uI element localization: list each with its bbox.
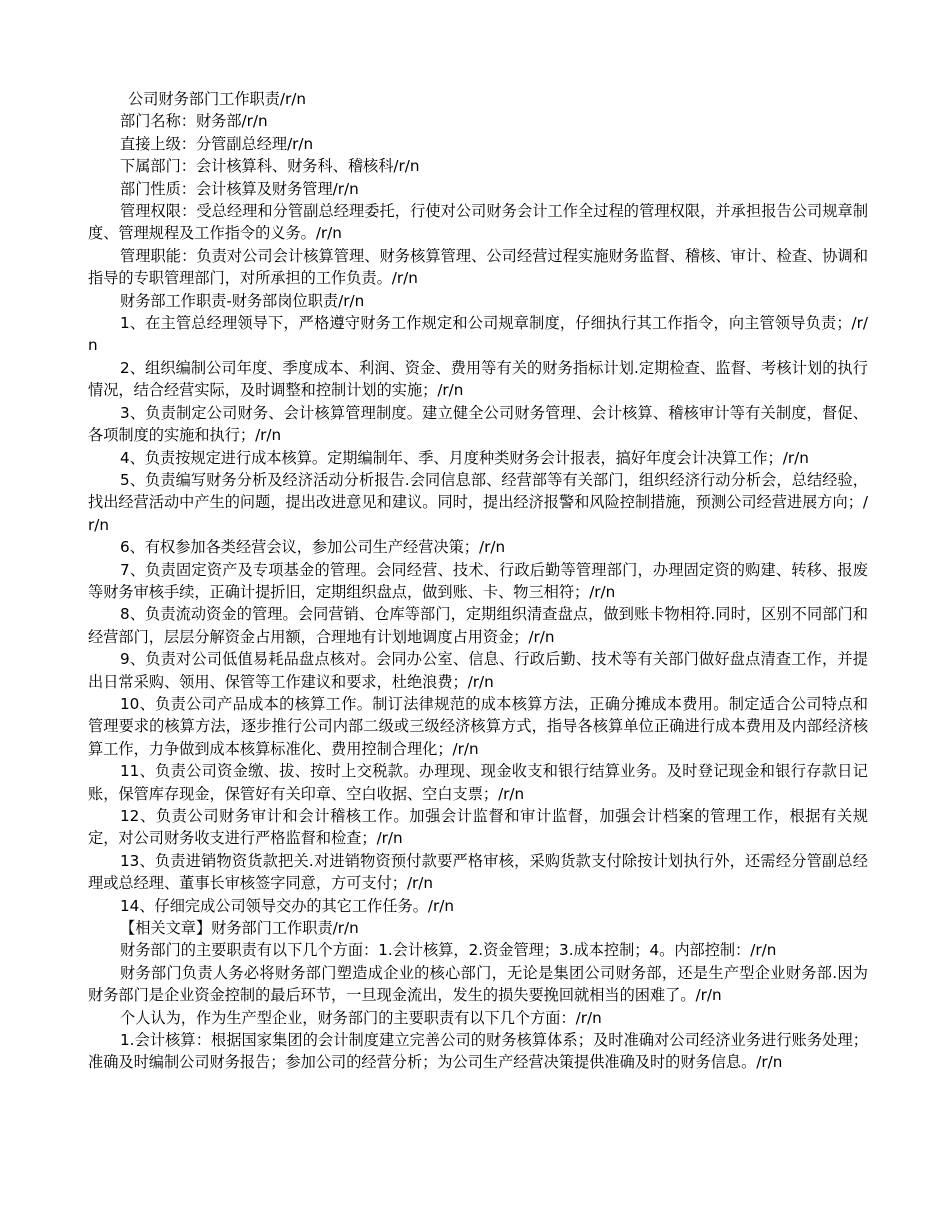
duty-item-2: 2、组织编制公司年度、季度成本、利润、资金、费用等有关的财务指标计划.定期检查、监督、考核计划的执行情况，结合经营实际，及时调整和控制计划的实施；/r/n — [88, 358, 868, 400]
duty-item-7: 7、负责固定资产及专项基金的管理。会同经营、技术、行政后勤等管理部门，办理固定资的购建、转移、报废等财务审核手续，正确计提折旧，定期组织盘点，做到账、卡、物三相符；/r/n — [88, 560, 868, 601]
management-authority-paragraph: 管理权限：受总经理和分管副总经理委托，行使对公司财务会计工作全过程的管理权限，并承担报告公司规章制度、管理规程及工作指令的义务。/r/n — [88, 202, 868, 243]
duty-item-10: 10、负责公司产品成本的核算工作。制订法律规范的成本核算方法，正确分摊成本费用。制定适合公司特点和管理要求的核算方法，逐步推行公司内部二级或三级经济核算方式，指导各核算单位正确进行成本费用及内部经济核算工作，力争做到成本核算标准化、费用控制合理化；/r/n — [88, 694, 868, 758]
duty-item-13: 13、负责进销物资货款把关.对进销物资预付款要严格审核，采购货款支付除按计划执行外，还需经分管副总经理或总经理、董事长审核签字同意，方可支付；/r/n — [88, 851, 868, 893]
duty-item-9: 9、负责对公司低值易耗品盘点核对。会同办公室、信息、行政后勤、技术等有关部门做好盘点清查工作，并提出日常采购、领用、保管等工作建议和要求，杜绝浪费；/r/n — [88, 650, 868, 691]
duty-item-4: 4、负责按规定进行成本核算。定期编制年、季、月度种类财务会计报表，搞好年度会计决算工作；/r/n — [120, 448, 809, 467]
accounting-item-paragraph: 1.会计核算：根据国家集团的会计制度建立完善公司的财务核算体系；及时准确对公司经济业务进行账务处理；准确及时编制公司财务报告；参加公司的经营分析；为公司生产经营决策提供准确及时的财务信息。/r/n — [88, 1031, 868, 1072]
personal-opinion-line: 个人认为，作为生产型企业，财务部门的主要职责有以下几个方面：/r/n — [120, 1008, 602, 1027]
document-title: 公司财务部门工作职责/r/n — [128, 90, 306, 108]
duty-item-14: 14、仔细完成公司领导交办的其它工作任务。/r/n — [120, 896, 454, 915]
direct-superior-line: 直接上级：分管副总经理/r/n — [120, 134, 314, 153]
subordinate-departments-line: 下属部门：会计核算科、财务科、稽核科/r/n — [120, 157, 420, 176]
department-name-line: 部门名称：财务部/r/n — [120, 112, 268, 131]
duty-item-6: 6、有权参加各类经营会议，参加公司生产经营决策；/r/n — [120, 538, 506, 557]
duty-item-3: 3、负责制定公司财务、会计核算管理制度。建立健全公司财务管理、会计核算、稽核审计等有关制度，督促、各项制度的实施和执行；/r/n — [88, 403, 868, 445]
management-function-paragraph: 管理职能：负责对公司会计核算管理、财务核算管理、公司经营过程实施财务监督、稽核、审计、检查、协调和指导的专职管理部门，对所承担的工作负责。/r/n — [88, 246, 868, 288]
duty-item-1: 1、在主管总经理领导下，严格遵守财务工作规定和公司规章制度，仔细执行其工作指令，向主管领导负责；/r/n — [88, 314, 868, 355]
document-page — [88, 88, 868, 1074]
duty-item-12: 12、负责公司财务审计和会计稽核工作。加强会计监督和审计监督，加强会计档案的管理工作，根据有关规定，对公司财务收支进行严格监督和检查；/r/n — [88, 807, 868, 848]
main-duties-summary: 财务部门的主要职责有以下几个方面：1.会计核算，2.资金管理；3.成本控制；4。内部控制：/r/n — [120, 941, 777, 960]
duty-item-5: 5、负责编写财务分析及经济活动分析报告.会同信息部、经营部等有关部门，组织经济行动分析会，总结经验，找出经营活动中产生的问题，提出改进意见和建议。同时，提出经济报警和风险控制措施，预测公司经营进展方向；/r/n — [88, 470, 868, 534]
related-article-heading: 【相关文章】财务部门工作职责/r/n — [120, 919, 359, 938]
duty-item-11: 11、负责公司资金缴、拔、按时上交税款。办理现、现金收支和银行结算业务。及时登记现金和银行存款日记账，保管库存现金，保管好有关印章、空白收据、空白支票；/r/n — [88, 762, 868, 803]
section-heading: 财务部工作职责-财务部岗位职责/r/n — [120, 291, 365, 310]
department-nature-line: 部门性质：会计核算及财务管理/r/n — [120, 179, 359, 198]
department-head-paragraph: 财务部门负责人务必将财务部门塑造成企业的核心部门，无论是集团公司财务部，还是生产型企业财务部.因为财务部门是企业资金控制的最后环节，一旦现金流出，发生的损失要挽回就相当的困难了。/r/n — [88, 963, 868, 1005]
duty-item-8: 8、负责流动资金的管理。会同营销、仓库等部门，定期组织清查盘点，做到账卡物相符.同时，区别不同部门和经营部门，层层分解资金占用额，合理地有计划地调度占用资金；/r/n — [88, 605, 868, 646]
